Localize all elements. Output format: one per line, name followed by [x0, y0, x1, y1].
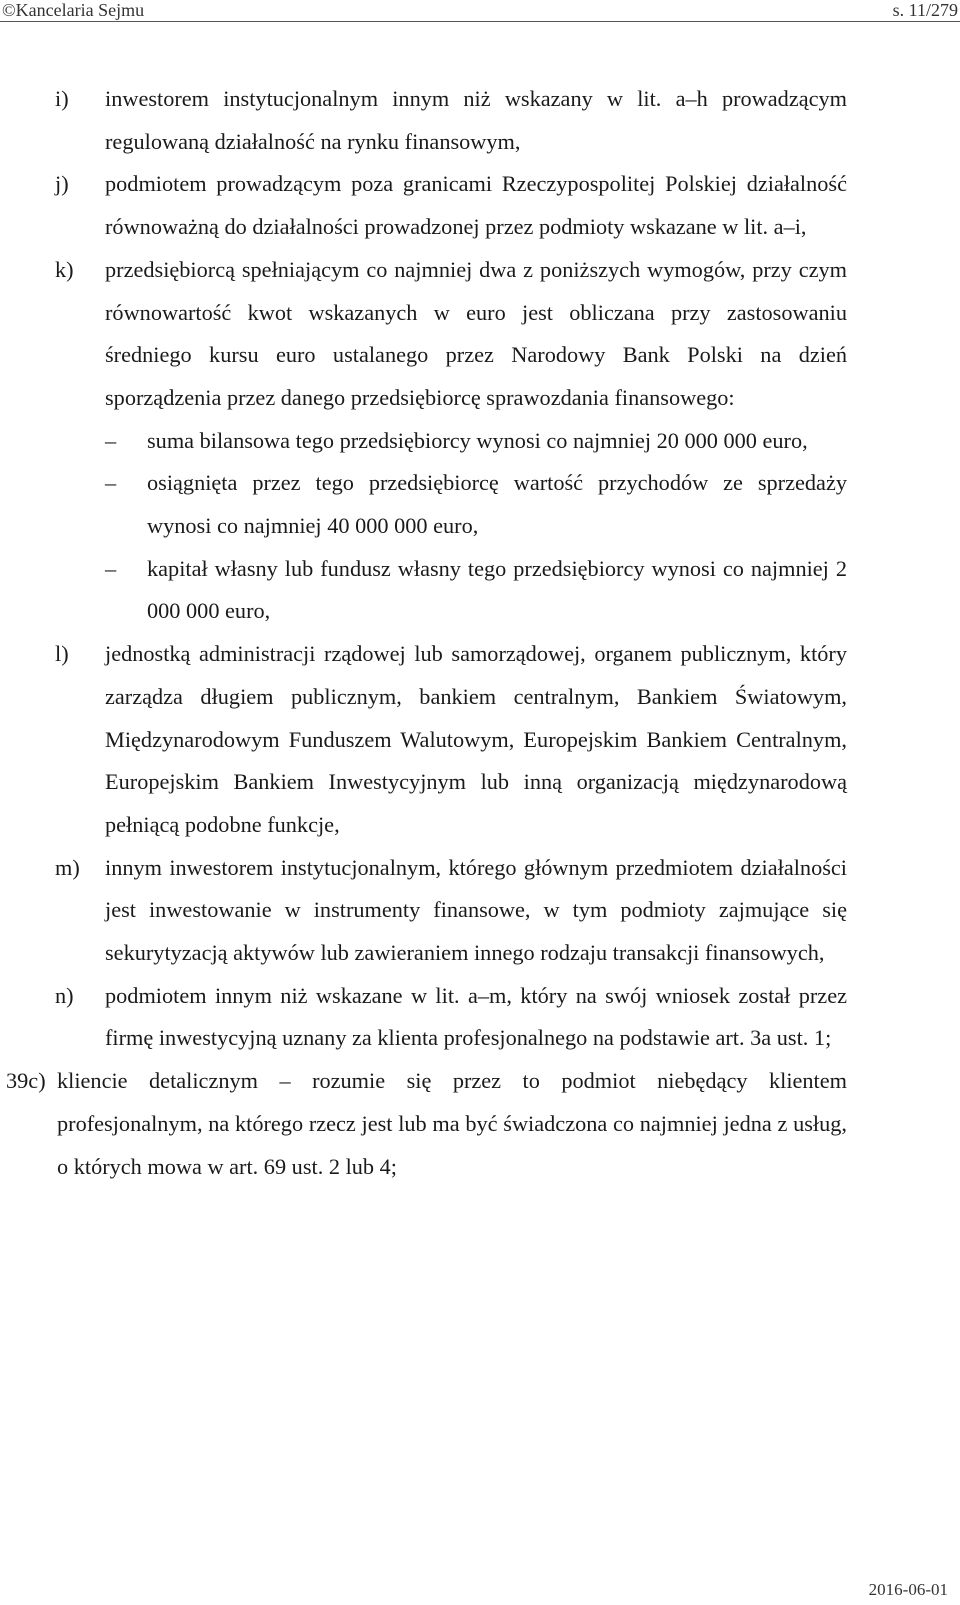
list-item-n: [0, 975, 847, 1060]
item-text: przedsiębiorcą spełniającym co najmniej dwa z poniższych wymogów, przy czym równowartość kwot wskazanych w euro jest obliczana przy zastosowaniu średniego kursu euro ustalanego przez Narodowy Bank Polski na dzień sporządzenia przez danego przedsiębiorcę sprawozdania finansowego:: [105, 256, 847, 410]
dash-label: –: [105, 427, 117, 453]
item-text: jednostką administracji rządowej lub samorządowej, organem publicznym, który zarządza długiem publicznym, bankiem centralnym, Bankiem Światowym, Międzynarodowym Funduszem Walutowym, Europejskim Bankiem Centralnym, Europejskim Bankiem Inwestycyjnym lub inną organizacją międzynarodową pełniącą podobne funkcje,: [105, 641, 847, 837]
dash-label: –: [105, 555, 117, 581]
dash-item: [0, 420, 847, 463]
point-label: 39c): [6, 1068, 46, 1094]
item-label: i): [55, 86, 69, 111]
item-text: kliencie detalicznym – rozumie się przez to podmiot niebędący klientem profesjonalnym, na którego rzecz jest lub ma być świadczona co najmniej jedna z usług, o których mowa w art. 69 ust. 2 lub 4;: [57, 1068, 847, 1179]
list-item-l: [0, 633, 847, 847]
footer-date: 2016-06-01: [868, 1580, 948, 1599]
item-label: n): [55, 982, 74, 1008]
dash-item: [0, 548, 847, 633]
list-item-i: [0, 78, 847, 163]
page-number: s. 11/279: [892, 0, 958, 20]
dash-item: [0, 462, 847, 547]
item-text: inwestorem instytucjonalnym innym niż wskazany w lit. a–h prowadzącym regulowaną działalność na rynku finansowym,: [105, 86, 847, 154]
item-text: osiągnięta przez tego przedsiębiorcę wartość przychodów ze sprzedaży wynosi co najmniej 40 000 000 euro,: [147, 470, 847, 539]
item-text: innym inwestorem instytucjonalnym, którego głównym przedmiotem działalności jest inwestowanie w instrumenty finansowe, w tym podmioty zajmujące się sekurytyzacją aktywów lub zawieraniem innego rodzaju transakcji finansowych,: [105, 854, 847, 966]
list-item-m: [0, 847, 847, 975]
document-body: [0, 78, 960, 1188]
point-39c: [0, 1060, 847, 1188]
item-label: m): [55, 854, 80, 880]
item-text: podmiotem innym niż wskazane w lit. a–m, który na swój wniosek został przez firmę inwestycyjną uznany za klienta profesjonalnego na podstawie art. 3a ust. 1;: [105, 982, 847, 1051]
list-item-j: [0, 163, 847, 248]
item-label: j): [55, 171, 69, 197]
list-item-k: [0, 249, 847, 420]
item-label: k): [55, 256, 74, 282]
header-rule: [0, 21, 960, 22]
item-text: kapitał własny lub fundusz własny tego przedsiębiorcy wynosi co najmniej 2 000 000 euro,: [147, 555, 847, 624]
item-text: suma bilansowa tego przedsiębiorcy wynosi co najmniej 20 000 000 euro,: [147, 427, 808, 453]
page-header: [0, 0, 960, 22]
item-label: l): [55, 641, 69, 667]
item-text: podmiotem prowadzącym poza granicami Rzeczypospolitej Polskiej działalność równoważną do działalności prowadzonej przez podmioty wskazane w lit. a–i,: [105, 171, 847, 240]
dash-label: –: [105, 470, 117, 496]
copyright-label: ©Kancelaria Sejmu: [2, 0, 145, 20]
